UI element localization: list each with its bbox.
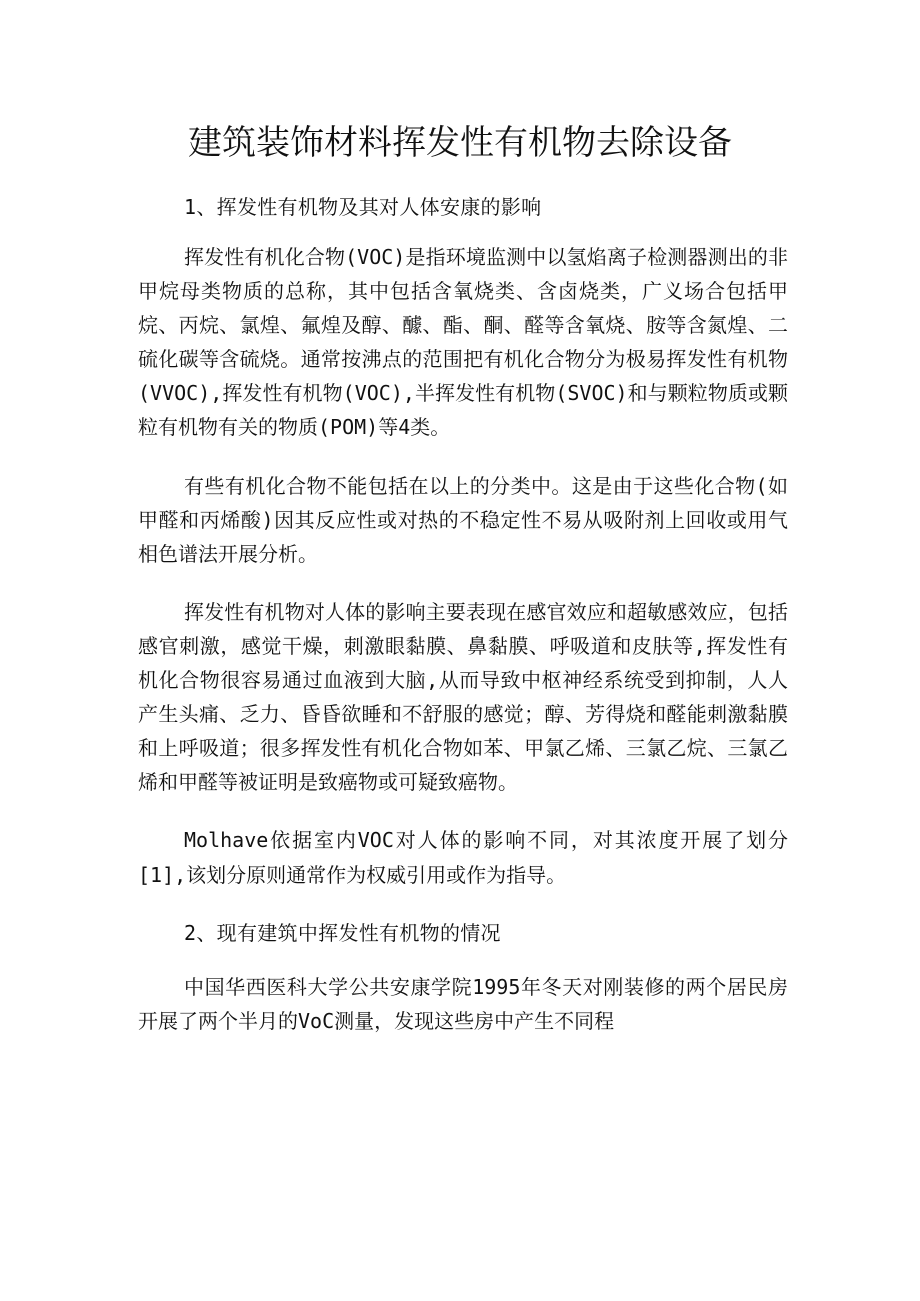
document-title: 建筑装饰材料挥发性有机物去除设备: [188, 123, 732, 163]
paragraph-voc-definition: 挥发性有机化合物(VOC)是指环境监测中以氢焰离子检测器测出的非甲烷母类物质的总称，其中包括含氧烧类、含卤烧类，广义场合包括甲烷、丙烷、氯煌、氟煌及醇、醵、酯、酮、醛等含氧烧、胺等含氮煌、二硫化碳等含硫烧。通常按沸点的范围把有机化合物分为极易挥发性有机物(VVOC),挥发性有机物(VOC),半挥发性有机物(SVOC)和与颗粒物质或颗粒有机物有关的物质(POM)等4类。: [138, 245, 788, 440]
section-heading-1: 1、挥发性有机物及其对人体安康的影响: [184, 195, 542, 219]
paragraph-measurement: 中国华西医科大学公共安康学院1995年冬天对刚装修的两个居民房开展了两个半月的VoC测量，发现这些房中产生不同程: [138, 974, 788, 1033]
document-body: [138, 190, 788, 1060]
paragraph-molhave: Molhave依据室内VOC对人体的影响不同，对其浓度开展了划分[1],该划分原则通常作为权威引用或作为指导。: [138, 828, 788, 887]
paragraph-health-effects: 挥发性有机物对人体的影响主要表现在感官效应和超敏感效应，包括感官刺激，感觉干燥，刺激眼黏膜、鼻黏膜、呼吸道和皮肤等,挥发性有机化合物很容易通过血液到大脑,从而导致中枢神经系统受到抑制，人人产生头痛、乏力、昏昏欲睡和不舒服的感觉；醇、芳得烧和醛能刺激黏膜和上呼吸道；很多挥发性有机化合物如苯、甲氯乙烯、三氯乙烷、三氯乙烯和甲醛等被证明是致癌物或可疑致癌物。: [138, 599, 788, 795]
section-heading-2: 2、现有建筑中挥发性有机物的情况: [184, 920, 501, 945]
paragraph-unclassified-compounds: 有些有机化合物不能包括在以上的分类中。这是由于这些化合物(如甲醛和丙烯酸)因其反应性或对热的不稳定性不易从吸附剂上回收或用气相色谱法开展分析。: [138, 473, 788, 566]
